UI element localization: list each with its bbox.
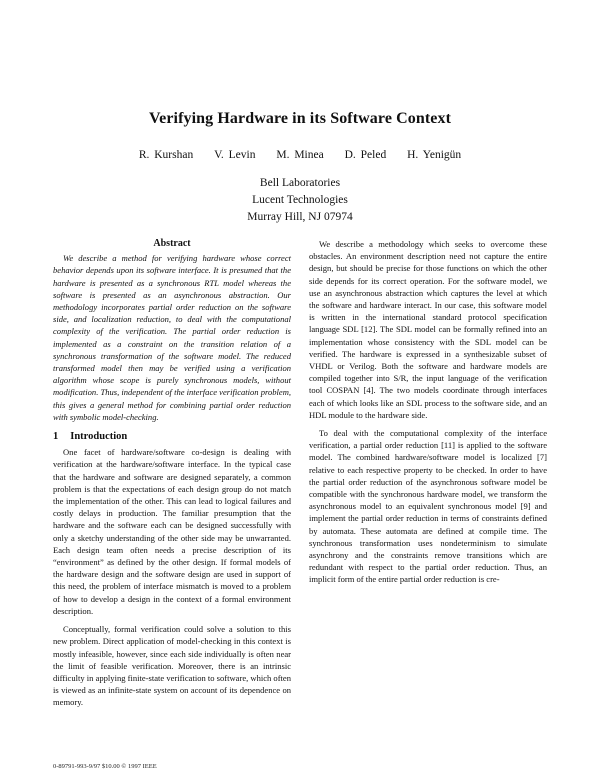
section-heading: [53, 431, 291, 443]
affiliation-block: [0, 175, 600, 226]
author-list: [0, 149, 600, 161]
paper-title: Verifying Hardware in its Software Context: [148, 110, 452, 127]
affiliation-line: Murray Hill, NJ 07974: [247, 211, 353, 223]
intro-paragraph-3: We describe a methodology which seeks to overcome these obstacles. An environment description need not capture the entire design, but should be precise for those functions on which the other side depends for its correct operation. For the software model, we use an asynchronous abstraction which captures the level at which the software and hardware interact. In our case, this software model is written in the international standard protocol specification language SDL [12]. The SDL model can be formally refined into an implementation whose consistency with the SDL model can be verified. The hardware is expressed in a synthesizable subset of VHDL or Verilog. Both the software and hardware models are compiled together into S/R, the input language of the verification tool COSPAN [4]. The two models coordinate through interfaces each of which looks like an SDL process to the software side, and an HDL module to the hardware side.: [309, 239, 547, 420]
author-name: V. Levin: [214, 149, 256, 161]
intro-paragraph-1: One facet of hardware/software co-design is dealing with verification at the hardware/software interface. In the typical case that the hardware and software are designed separately, a common problem is that the expectations of each design group do not match the implementation of the other. This can lead to logical failures and costly delays in production. The familiar presumption that the hardware and the software each can be designed successfully with only a sketchy understanding of the other side may be unwarranted. Each design team often needs a precise description of its “environment” as defined by the other design. If formal models of the hardware design and the software design are used in support of this need, the problem of interface mismatch is moved to a problem of how to develop a design in the context of a formal environment description.: [53, 447, 291, 616]
section-number: 1: [53, 431, 59, 443]
author-name: R. Kurshan: [138, 149, 194, 161]
author-name: D. Peled: [344, 149, 387, 161]
author-name: H. Yenigün: [407, 149, 462, 161]
affiliation-line: Lucent Technologies: [252, 194, 348, 206]
copyright-footer: 0-89791-993-9/97 $10.00 © 1997 IEEE: [53, 763, 157, 770]
abstract-heading: Abstract: [153, 238, 191, 249]
right-column: [309, 238, 547, 592]
intro-paragraph-4: To deal with the computational complexity of the interface verification, a partial order reduction [11] is applied to the software model. The combined hardware/software model is localized [7] relative to each respective property to be checked. In order to have the partial order reduction of the asynchronous software model be compatible with the synchronous hardware model, we transform the asynchronous model to an equivalent synchronous model [9] and implement the partial order reduction in terms of constraints defined by automata. These automata are defined at compile time. The synchronous transformation uses nondeterminism to simulate asynchrony and the constraints remove transitions which are redundant with respect to the partial order reduction. Thus, an implicit form of the entire partial order reduction is cre-: [309, 428, 547, 585]
intro-paragraph-2: Conceptually, formal verification could solve a solution to this new problem. Direct application of model-checking in this context is mostly infeasible, however, since each side individually is often near the limit of feasible verification. Moreover, there is an intrinsic difficulty in applying finite-state verification to software, which often is viewed as an infinite-state system on account of its dependence on memory.: [53, 624, 291, 708]
left-column: [53, 238, 291, 715]
abstract-text: We describe a method for verifying hardware whose correct behavior depends upon its software interface. It is presumed that the hardware is presented as a synchronous RTL model whereas the software is presented as an asynchronous abstraction. Our methodology incorporates partial order reduction on the software side, and localization reduction, to deal with the computational complexity of the verification. The partial order reduction is implemented as a constraint on the transition relation of a synchronous transformation of the software model. The reduced transformed model then may be verified using a verification algorithm whose scope is purely synchronous models, without modification. Thus, independent of the interface verification problem, this gives a general method for combining partial order reduction with symbolic model-checking.: [53, 253, 292, 422]
affiliation-line: Bell Laboratories: [259, 177, 341, 189]
section-title: Introduction: [70, 431, 128, 443]
author-name: M. Minea: [276, 149, 324, 161]
